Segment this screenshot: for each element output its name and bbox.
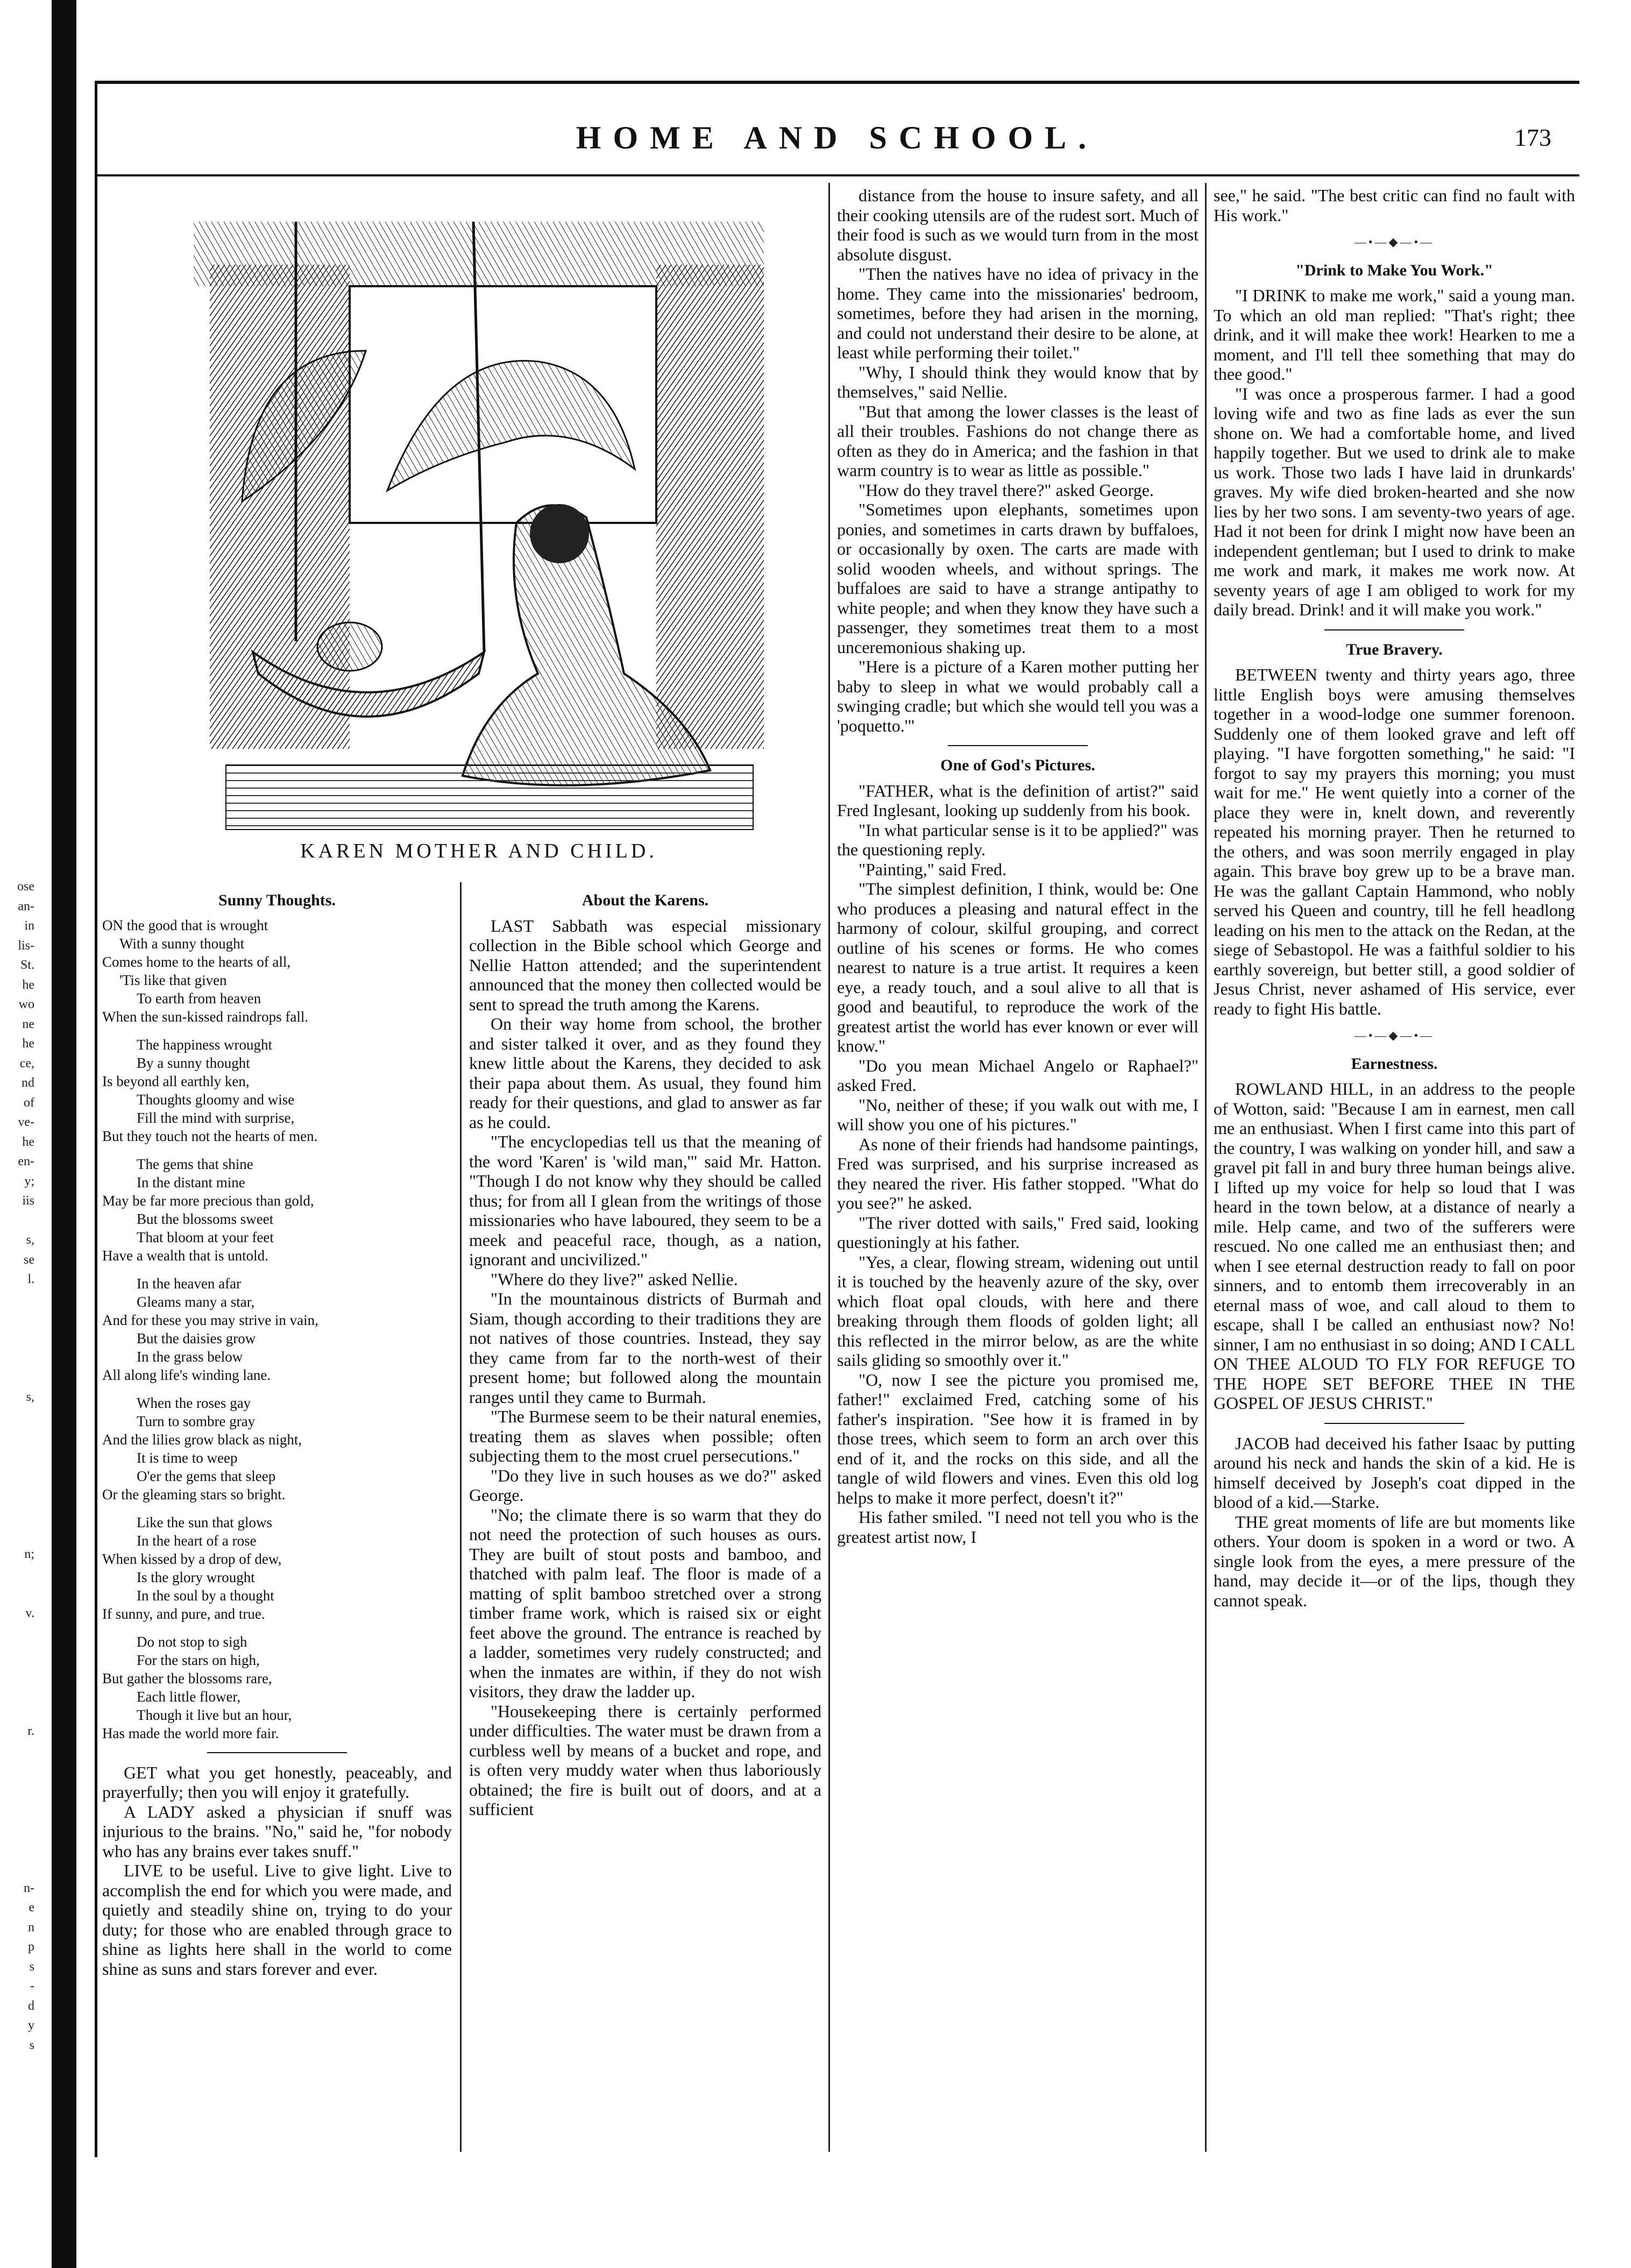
paragraph: "Then the natives have no idea of privacy in the home. They came into the missionaries' bedroom, sometimes, before they had arisen in the morning, and could not understand their desire to be alone, at least while performing their toilet." — [837, 264, 1199, 362]
ornament-divider: —•—◆—•— — [1354, 235, 1435, 249]
paragraph: ROWLAND HILL, in an address to the people of Wotton, said: "Because I am in earnest, men call me an enthusiast. When I first came into this part of the country, I was walking on yonder hill, and saw a gravel pit fall in and bury three human beings alive. I lifted up my voice for help so loud that I was heard in the town below, at a distance of nearly a mile. Help came, and two of the sufferers were rescued. No one called me an enthusiast then; and when I see eternal destruction ready to fall on poor sinners, and to entomb them irrecoverably in an eternal mass of woe, and call aloud to them to escape, shall I be called an enthusiast now? No! sinner, I am no enthusiast in so doing; AND I CALL ON THEE ALOUD TO FLY FOR REFUGE TO THE HOPE SET BEFORE THEE IN THE GOSPEL OF JESUS CHRIST." — [1214, 1079, 1575, 1413]
margin-fragment: ne — [22, 1017, 34, 1031]
paragraph: "Why, I should think they would know that by themselves," said Nellie. — [837, 362, 1199, 401]
margin-fragment: n; — [24, 1547, 34, 1561]
poem-line: Each little flower, — [137, 1688, 241, 1705]
margin-fragment — [0, 1211, 34, 1231]
poem-line: Is beyond all earthly ken, — [102, 1073, 250, 1089]
paragraph: "No, neither of these; if you walk out with me, I will show you one of his pictures." — [837, 1095, 1199, 1134]
poem-line: ON the good that is wrought — [102, 917, 268, 933]
poem-line: May be far more precious than gold, — [102, 1192, 314, 1209]
paragraph: "In the mountainous districts of Burmah and Siam, though according to their traditions they are not natives of those countries. Instead, they say they came from far to the north-west of their present home; but followed along the mountain ranges until they came to Burmah. — [469, 1289, 821, 1407]
column-divider-1 — [460, 882, 462, 2152]
poem-line: But they touch not the hearts of men. — [102, 1128, 318, 1144]
margin-fragment: y; — [24, 1174, 34, 1188]
column-divider-2 — [828, 183, 830, 2152]
margin-fragment: lis- — [18, 938, 34, 953]
poem-stanza — [102, 1633, 452, 1742]
poem-line: 'Tis like that given — [119, 972, 227, 988]
earnestness-title: Earnestness. — [1351, 1054, 1438, 1073]
ornament-divider: —•—◆—•— — [1354, 1029, 1435, 1042]
paragraph: His father smiled. "I need not tell you who is the greatest artist now, I — [837, 1507, 1199, 1547]
frame-top-rule — [95, 81, 1579, 84]
paragraph: "The simplest definition, I think, would be: One who produces a pleasing and natural effect in the harmony of colour, skilful grouping, and correct outline of his scenes or forms. He who comes nearest to nature is a true artist. It requires a keen eye, a ready touch, and a soul alive to all that is good and beautiful, to reproduce the work of the greatest artist the world has ever known or ever will know." — [837, 879, 1199, 1055]
margin-fragment — [0, 1702, 34, 1721]
gods-pictures-text — [837, 781, 1199, 1547]
margin-fragment: - — [30, 1979, 34, 1993]
poem-line: If sunny, and pure, and true. — [102, 1605, 265, 1622]
paragraph: "Do you mean Michael Angelo or Raphael?" asked Fred. — [837, 1055, 1199, 1095]
poem-line: Has made the world more fair. — [102, 1725, 279, 1741]
margin-fragment — [0, 1643, 34, 1663]
col4-short-items — [1214, 1434, 1575, 1611]
floor-mat — [226, 765, 753, 830]
poem-line: To earth from heaven — [137, 990, 261, 1007]
short-paragraph: LIVE to be useful. Live to give light. Live to accomplish the end for which you were made, and quietly and steadily shine on, trying to do your duty; for those who are enabled through grace to shine as lights here shall in the world to come shine as suns and stars forever and ever. — [102, 1861, 452, 1979]
margin-fragment — [0, 1682, 34, 1702]
margin-fragment: e — [29, 1901, 34, 1915]
poem-line: Have a wealth that is untold. — [102, 1247, 268, 1264]
paragraph: "Sometimes upon elephants, sometimes upon ponies, and sometimes in carts drawn by buffaloes, or occasionally by oxen. The carts are made with solid wooden wheels, and without springs. The buffaloes are said to have a strange antipathy to white people; and when they know they have such a passenger, they sometimes treat them to a most unceremonious shaking up. — [837, 500, 1199, 657]
about-karens-text — [469, 916, 821, 1819]
paragraph: "Yes, a clear, flowing stream, widening out until it is touched by the heavenly azure of the sky, over which float opal clouds, with here and there breaking through them floods of golden light; all this reflected in the mirror below, as are the white sails gliding so smoothly over it." — [837, 1252, 1199, 1370]
hut-roof — [194, 222, 764, 286]
poem-line: In the heart of a rose — [137, 1532, 257, 1549]
margin-fragment — [0, 1859, 34, 1879]
poem-line: In the grass below — [137, 1348, 243, 1365]
margin-fragment: he — [22, 1135, 34, 1149]
paragraph: LAST Sabbath was especial missionary collection in the Bible school which George and Nellie Hatton attended; and the superintendent announced that the money then collected would be sent to spread the truth among the Karens. — [469, 916, 821, 1014]
column-2 — [469, 882, 821, 1819]
mother-head — [530, 504, 589, 563]
page-header — [95, 111, 1579, 165]
drink-work-text — [1214, 286, 1575, 620]
margin-fragment — [0, 1819, 34, 1839]
margin-fragment — [0, 1761, 34, 1781]
header-rule — [95, 174, 1579, 176]
margin-fragment: iis — [22, 1194, 34, 1208]
poem-line: In the soul by a thought — [137, 1587, 274, 1604]
paragraph: "Painting," said Fred. — [859, 859, 1006, 879]
margin-fragment — [0, 1447, 34, 1466]
paragraph: "Here is a picture of a Karen mother putting her baby to sleep in what we would probably call a swinging cradle; but which she would tell you was a 'poquetto.'" — [837, 657, 1199, 735]
true-bravery-text — [1214, 665, 1575, 1018]
poem-line: All along life's winding lane. — [102, 1366, 271, 1383]
margin-fragment: n — [28, 1920, 34, 1934]
poem-line: With a sunny thought — [119, 935, 245, 952]
paragraph: "How do they travel there?" asked George. — [859, 480, 1154, 500]
sunny-thoughts-poem — [102, 916, 452, 1742]
poem-line: O'er the gems that sleep — [137, 1468, 276, 1484]
col4-continued-text: see," he said. "The best critic can find no fault with His work." — [1214, 186, 1575, 225]
paragraph: distance from the house to insure safety, and all their cooking utensils are of the rudest sort. Much of their food is such as we would turn from in the most absolute disgust. — [837, 186, 1199, 264]
margin-fragment — [0, 1348, 34, 1368]
paragraph: "Where do they live?" asked Nellie. — [491, 1269, 738, 1289]
poem-line: Though it live but an hour, — [137, 1706, 292, 1723]
paragraph: "Do they live in such houses as we do?" asked George. — [469, 1465, 821, 1505]
karen-mother-child-illustration — [161, 189, 796, 849]
poem-stanza — [102, 916, 452, 1026]
true-bravery-title: True Bravery. — [1346, 640, 1443, 658]
sunny-thoughts-title: Sunny Thoughts. — [218, 891, 336, 909]
margin-fragment — [0, 1525, 34, 1545]
margin-fragment: he — [22, 1037, 34, 1051]
paragraph: As none of their friends had handsome paintings, Fred was surprised, and his surprise increased as they neared the river. His father stopped. "What do you see?" he asked. — [837, 1134, 1199, 1213]
poem-line: When the sun-kissed raindrops fall. — [102, 1008, 309, 1025]
divider-rule — [207, 1752, 347, 1753]
poem-stanza — [102, 1274, 452, 1384]
margin-fragment: ce, — [19, 1056, 34, 1071]
earnestness-text — [1214, 1079, 1575, 1413]
margin-fragment: n- — [24, 1881, 34, 1895]
about-karens-continued — [837, 186, 1199, 735]
margin-fragment — [0, 1427, 34, 1447]
paragraph: On their way home from school, the brother and sister talked it over, and as they found they knew little about the Karens, they decided to ask their papa about them. As usual, they found him ready for their questions, and glad to answer as far as he could. — [469, 1014, 821, 1132]
gods-pictures-title: One of God's Pictures. — [940, 756, 1095, 774]
poem-line: Fill the mind with surprise, — [137, 1109, 295, 1126]
poem-line: When the roses gay — [137, 1394, 251, 1411]
margin-fragment: in — [24, 919, 34, 933]
poem-line: The happiness wrought — [137, 1036, 272, 1053]
divider-rule — [948, 745, 1088, 746]
drink-work-title: "Drink to Make You Work." — [1295, 261, 1493, 279]
paragraph: "In what particular sense is it to be applied?" was the questioning reply. — [837, 820, 1199, 859]
poem-line: Thoughts gloomy and wise — [137, 1091, 295, 1108]
poem-line: The gems that shine — [137, 1156, 253, 1172]
poem-line: Like the sun that glows — [137, 1514, 272, 1530]
paragraph: "The Burmese seem to be their natural enemies, treating them as slaves when possible; often subjecting them to the most cruel persecutions." — [469, 1407, 821, 1465]
poem-line: Is the glory wrought — [137, 1569, 255, 1585]
col1-short-items — [102, 1763, 452, 1979]
margin-fragment: en- — [18, 1154, 34, 1168]
masthead-title: HOME AND SCHOOL. — [576, 120, 1098, 155]
margin-fragment: wo — [18, 997, 34, 1011]
baby — [317, 622, 382, 671]
poem-line: Do not stop to sigh — [137, 1633, 247, 1650]
margin-fragment: St. — [20, 958, 34, 972]
margin-fragment: ve- — [18, 1115, 34, 1129]
divider-rule — [1324, 629, 1464, 630]
margin-fragment: s, — [26, 1390, 34, 1404]
margin-fragment: v. — [25, 1606, 34, 1620]
margin-fragment: se — [24, 1252, 34, 1267]
adjacent-page-fragments — [0, 877, 34, 2222]
margin-fragment — [0, 1584, 34, 1604]
poem-line: But the daisies grow — [137, 1330, 256, 1346]
page-spine-bar — [52, 0, 76, 2268]
poem-line: Gleams many a star, — [137, 1293, 255, 1310]
margin-fragment — [0, 1466, 34, 1486]
margin-fragment: s — [29, 2038, 34, 2052]
margin-fragment — [0, 1505, 34, 1525]
margin-fragment — [0, 1800, 34, 1820]
margin-fragment — [0, 1486, 34, 1506]
paragraph: "But that among the lower classes is the least of all their troubles. Fashions do not change there as often as they do in America; and the fashion in that warm country is to wear as little as possible." — [837, 401, 1199, 480]
margin-fragment: l. — [27, 1272, 34, 1286]
poem-line: In the distant mine — [137, 1174, 245, 1190]
poem-line: That bloom at your feet — [137, 1229, 274, 1245]
column-3 — [837, 186, 1199, 1547]
poem-line: And for these you may strive in vain, — [102, 1312, 318, 1328]
margin-fragment: s, — [26, 1233, 34, 1247]
poem-line: And the lilies grow black as night, — [102, 1431, 302, 1448]
poem-line: But gather the blossoms rare, — [102, 1670, 272, 1686]
margin-fragment — [0, 1662, 34, 1682]
short-paragraph: THE great moments of life are but moments like others. Your doom is spoken in a word or two. A single look from the eyes, a mere pressure of the hand, may decide it—or of the lips, though they cannot speak. — [1214, 1512, 1575, 1610]
paragraph: "Housekeeping there is certainly performed under difficulties. The water must be drawn from a curbless well by means of a bucket and rope, and is often very muddy water when thus laboriously obtained; the fire is built out of doors, and at a sufficient — [469, 1701, 821, 1819]
poem-line: When kissed by a drop of dew, — [102, 1550, 282, 1567]
paragraph: "I DRINK to make me work," said a young man. To which an old man replied: "That's right; thee drink, and it will make thee work! Hearken to me a moment, and I'll tell thee something that may do thee good." — [1214, 286, 1575, 384]
margin-fragment — [0, 1780, 34, 1800]
short-paragraph: A LADY asked a physician if snuff was injurious to the brains. "No," said he, "for nobody who has any brains ever takes snuff." — [102, 1802, 452, 1861]
margin-fragment: an- — [18, 899, 34, 913]
illustration-caption: KAREN MOTHER AND CHILD. — [300, 840, 657, 862]
poem-line: Comes home to the hearts of all, — [102, 953, 291, 970]
column-1 — [102, 882, 452, 1979]
margin-fragment: nd — [22, 1076, 34, 1090]
poem-line: Turn to sombre gray — [137, 1413, 256, 1429]
paragraph: "O, now I see the picture you promised me, father!" exclaimed Fred, catching some of his father's inspiration. "See how it is framed in by those trees, which seem to form an arch over this end of it, and the rocks on this side, and all the tangle of wild flowers and vines. Even this old log helps to make it more perfect, doesn't it?" — [837, 1370, 1199, 1507]
margin-fragment — [0, 1309, 34, 1329]
margin-fragment — [0, 1564, 34, 1584]
margin-fragment: y — [28, 2018, 34, 2032]
poem-line: It is time to weep — [137, 1449, 238, 1466]
margin-fragment: of — [24, 1095, 34, 1110]
poem-stanza — [102, 1394, 452, 1504]
margin-fragment: r. — [27, 1724, 34, 1738]
margin-fragment: p — [28, 1940, 34, 1954]
margin-fragment — [0, 1407, 34, 1427]
margin-fragment — [0, 1741, 34, 1761]
short-paragraph: JACOB had deceived his father Isaac by putting around his neck and hands the skin of a kid. He is himself deceived by Joseph's coat dipped in the blood of a kid.—Starke. — [1214, 1433, 1575, 1512]
column-4 — [1214, 186, 1575, 1610]
paragraph: "The river dotted with sails," Fred said, looking questioningly at his father. — [837, 1213, 1199, 1252]
margin-fragment — [0, 1623, 34, 1643]
poem-line: In the heaven afar — [137, 1275, 242, 1292]
margin-fragment — [0, 1329, 34, 1349]
margin-fragment: s — [29, 1959, 34, 1974]
paragraph: "I was once a prosperous farmer. I had a good loving wife and two as fine lads as ever the sun shone on. We had a comfortable home, and lived happily together. But we used to drink ale to make us work. Those two lads I have laid in drunkards' graves. My wife died broken-hearted and she now lies by her two sons. I am seventy-two years of age. Had it not been for drink I might now have been an independent gentleman; but I used to drink to make me work and mark, it makes me work now. At seventy years of age I am obliged to work for my daily bread. Drink! and it will make you work." — [1214, 384, 1575, 619]
divider-rule — [1324, 1423, 1464, 1424]
margin-fragment — [0, 1289, 34, 1309]
paragraph: "FATHER, what is the definition of artist?" said Fred Inglesant, looking up suddenly from his book. — [837, 781, 1199, 820]
about-karens-title: About the Karens. — [582, 891, 709, 909]
poem-line: For the stars on high, — [137, 1652, 260, 1668]
poem-stanza — [102, 1513, 452, 1623]
page-number: 173 — [1514, 124, 1551, 151]
poem-line: But the blossoms sweet — [137, 1210, 274, 1227]
short-paragraph: GET what you get honestly, peaceably, and prayerfully; then you will enjoy it gratefully. — [102, 1762, 452, 1802]
poem-line: Or the gleaming stars so bright. — [102, 1486, 286, 1502]
column-divider-3 — [1205, 183, 1207, 2152]
margin-fragment: he — [22, 977, 34, 992]
hut-wall-right — [656, 265, 764, 749]
poem-stanza — [102, 1155, 452, 1265]
margin-fragment: ose — [17, 880, 34, 894]
margin-fragment — [0, 1839, 34, 1859]
poem-stanza — [102, 1036, 452, 1145]
frame-left-rule — [95, 81, 97, 2157]
margin-fragment — [0, 1368, 34, 1388]
paragraph: "The encyclopedias tell us that the meaning of the word 'Karen' is 'wild man,'" said Mr. Hatton. "Though I do not know why they should be called thus; for from all I glean from the writings of those missionaries who have laboured, they seem to be a meek and peaceful race, though, as a nation, ignorant and uncivilized." — [469, 1132, 821, 1269]
margin-fragment: d — [28, 1998, 34, 2013]
paragraph: "No; the climate there is so warm that they do not need the protection of such houses as ours. They are built of stout posts and bamboo, and thatched with palm leaf. The floor is made of a matting of split bamboo stretched over a strong timber frame work, which is raised six or eight feet above the ground. The entrance is reached by a ladder, sometimes very rudely constructed; and when the inmates are within, if they do not wish visitors, they draw the ladder up. — [469, 1505, 821, 1701]
poem-line: By a sunny thought — [137, 1054, 250, 1071]
paragraph: BETWEEN twenty and thirty years ago, three little English boys were amusing themselves together in a wood-lodge one summer forenoon. Suddenly one of them looked grave and left off playing. "I have forgotten something," he said: "I forgot to say my prayers this morning; you must wait for me." He went quietly into a corner of the place they were in, knelt down, and reverently repeated his morning prayer. Then he returned to the others, and was soon merrily engaged in play again. This brave boy grew up to be a brave man. He was the gallant Captain Hammond, who nobly served his Queen and country, till he fell headlong leading on his men to the attack on the Redan, at the siege of Sebastopol. He was a faithful soldier to his earthly sovereign, but better still, a good soldier of Jesus Christ, never ashamed of His service, ever ready to fight His battle. — [1214, 665, 1575, 1018]
